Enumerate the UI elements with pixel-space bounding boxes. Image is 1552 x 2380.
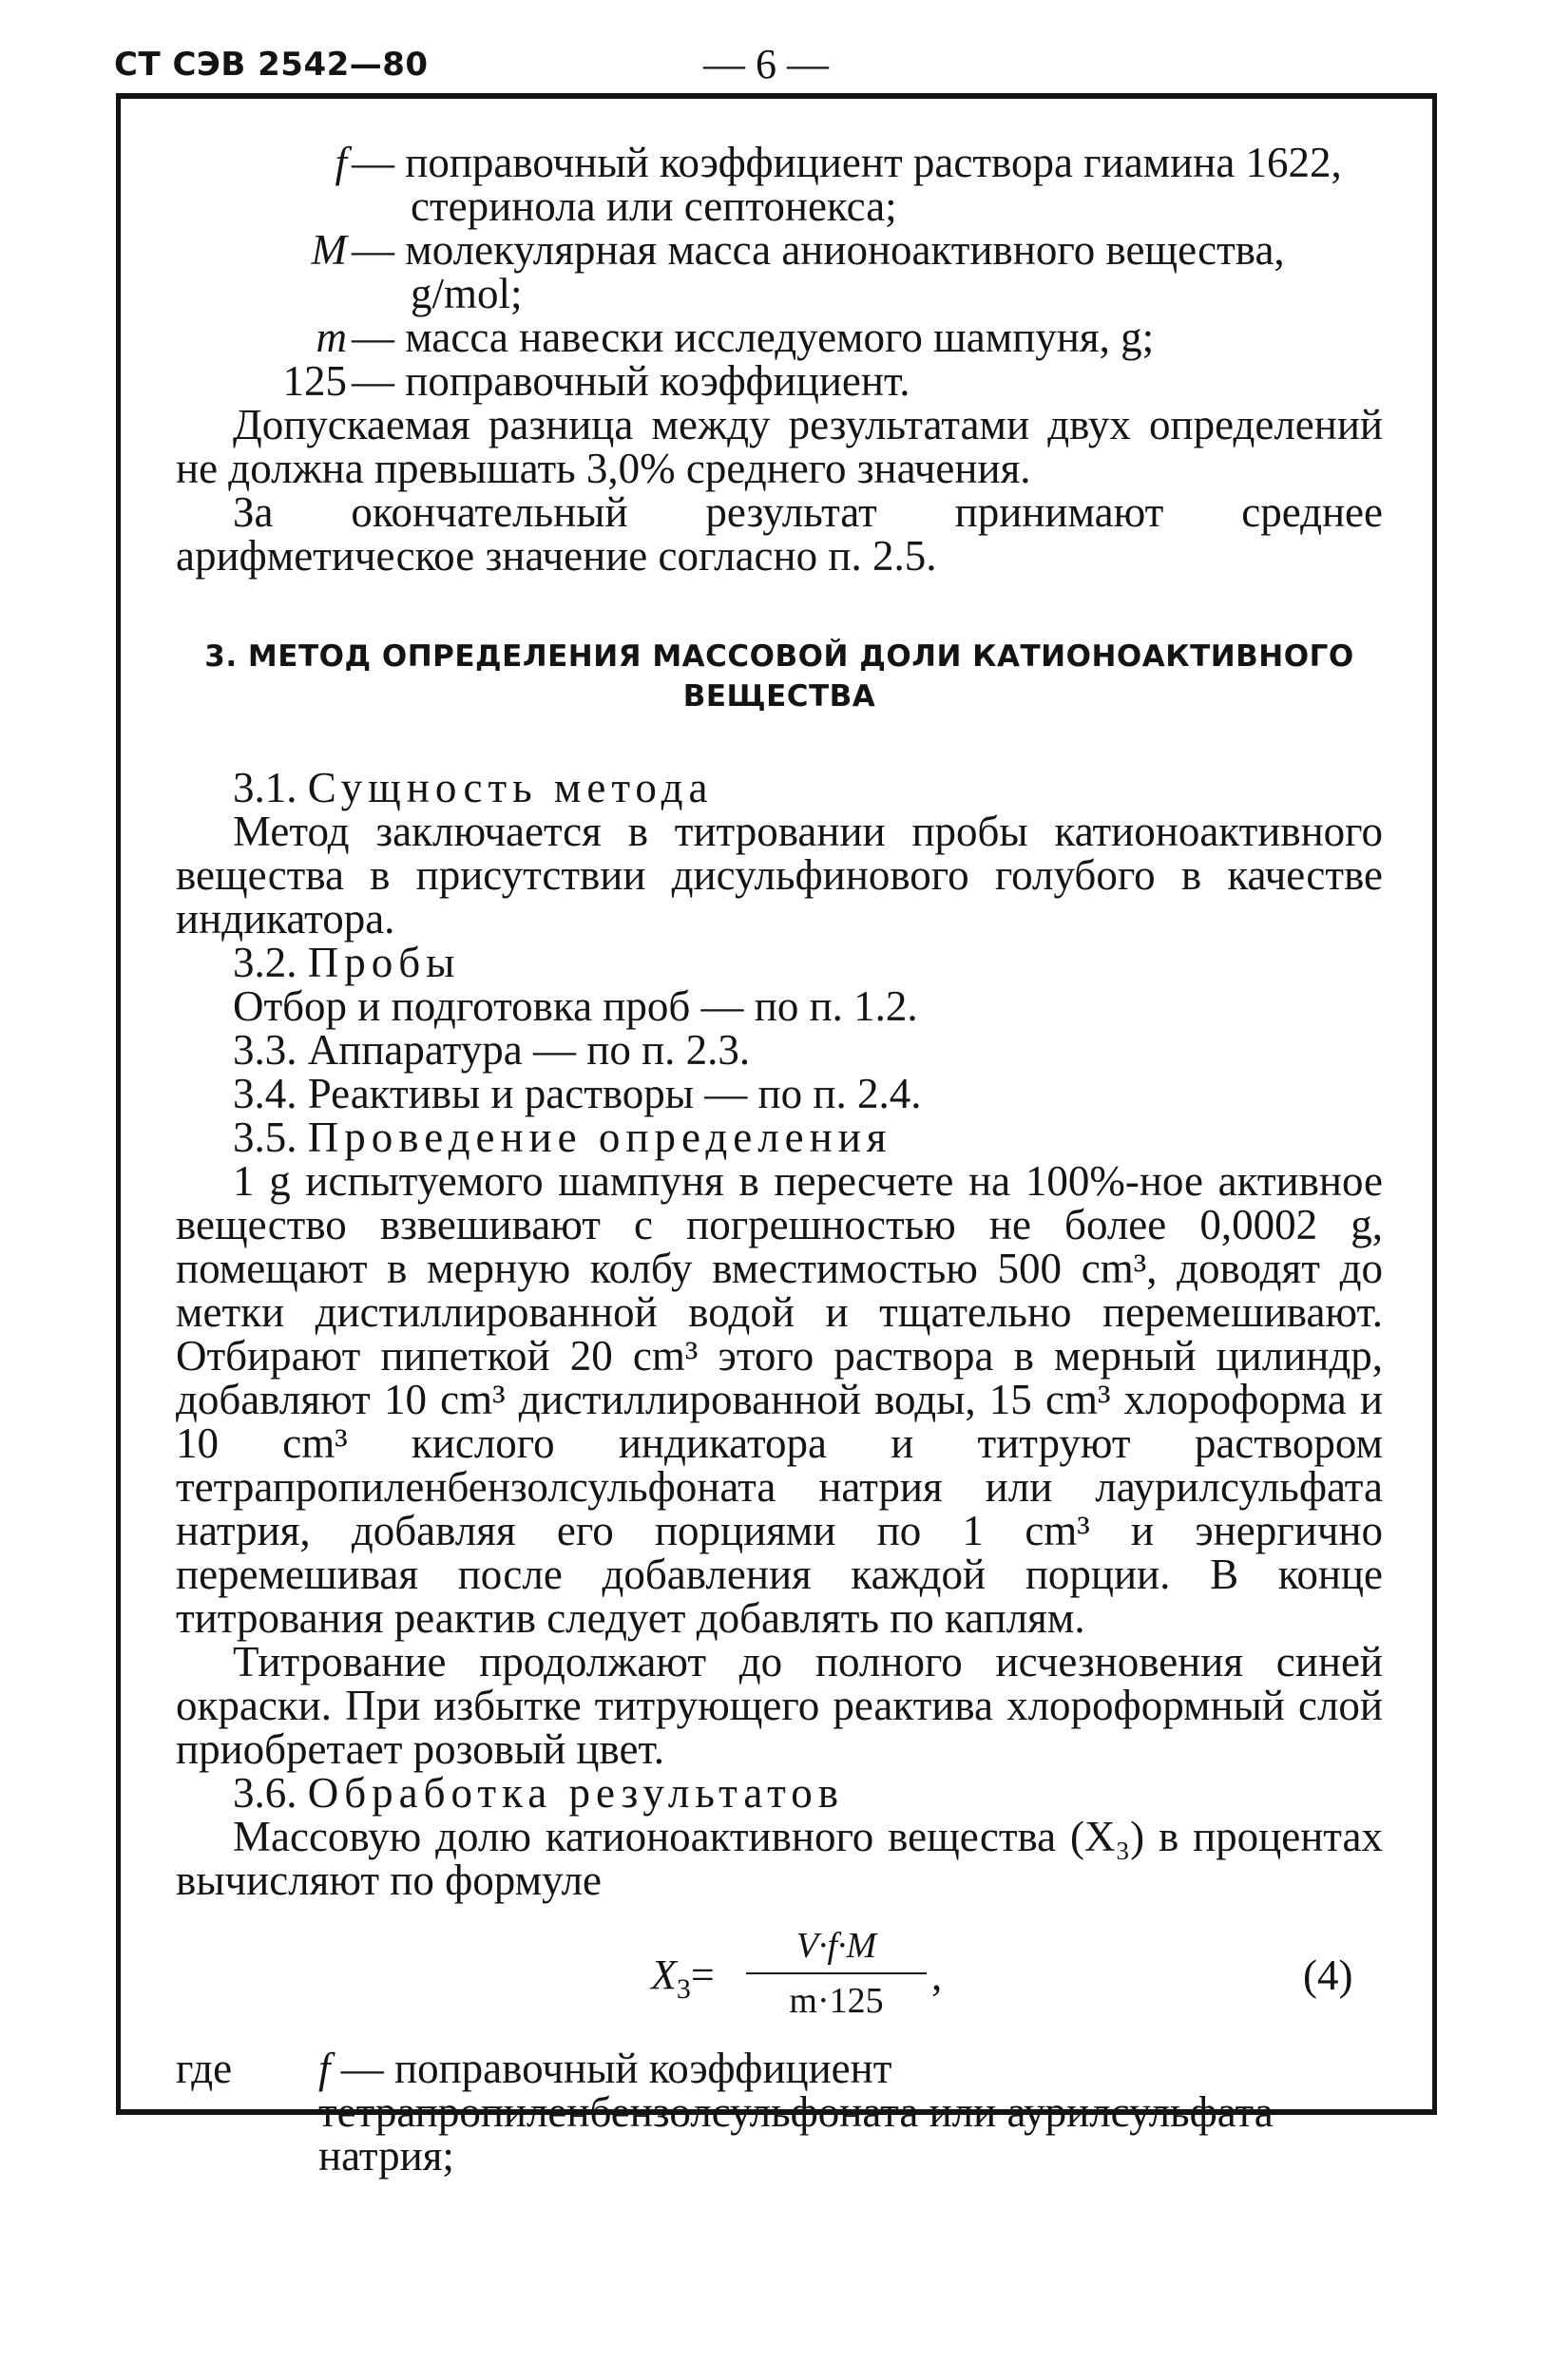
definition-text: — масса навески исследуемого шампуня, g; (352, 314, 1155, 361)
document-code: СТ СЭВ 2542—80 (114, 46, 429, 84)
subsection-heading-3-5: 3.5. Проведение определения (233, 1114, 892, 1161)
section-title: 3. МЕТОД ОПРЕДЕЛЕНИЯ МАССОВОЙ ДОЛИ КАТИОНОАКТИВНОГО ВЕЩЕСТВА (204, 639, 1354, 714)
definition-continuation: g/mol; (411, 270, 523, 317)
where-clause (176, 2047, 1383, 2178)
procedure-paragraph: 1 g испытуемого шампуня в пересчете на 100%-ное активное вещество взвешивают с погрешностью не более 0,0002 g, помещают в мерную колбу вместимостью 500 cm³, доводят до метки дистиллированной водой и тщательно перемешивают. Отбирают пипеткой 20 cm³ этого раствора в мерный цилиндр, добавляют 10 cm³ дистиллированной воды, 15 cm³ хлороформа и 10 cm³ кислого индикатора и титруют раствором тетрапропиленбензолсульфоната натрия или лаурилсульфата натрия, добавляя его порциями по 1 cm³ и энергично перемешивая после добавления каждой порции. В конце титрования реактив следует добавлять по каплям. (176, 1157, 1383, 1642)
definition-symbol: 125 (282, 357, 347, 405)
definition-continuation: стеринола или септонекса; (411, 182, 897, 230)
page-content (176, 141, 1383, 2178)
formula-4 (176, 1923, 1383, 2037)
titration-end-paragraph: Титрование продолжают до полного исчезновения синей окраски. При избытке титрующего реактива хлороформный слой приобретает розовый цвет. (176, 1638, 1383, 1773)
subsection-text-3-2: Отбор и подготовка проб — по п. 1.2. (233, 982, 918, 1030)
definition-text: — поправочный коэффициент раствора гиамина 1622, (352, 139, 1342, 186)
equation-number: (4) (1303, 1952, 1353, 1999)
definition-item (176, 359, 1383, 403)
definitions-list (176, 141, 1383, 403)
subsection-text-3-1: Метод заключается в титровании пробы катионоактивного вещества в присутствии дисульфинового голубого в качестве индикатора. (176, 808, 1383, 942)
page-header (114, 40, 1438, 97)
formula-comma: , (931, 1952, 943, 1999)
formula-lhs: $X_3=$ (651, 1952, 715, 2005)
formula-numerator: V·f·M (795, 1926, 877, 1966)
fraction-bar (746, 1972, 927, 1974)
subsection-3-4: 3.4. Реактивы и растворы — по п. 2.4. (233, 1070, 922, 1117)
tolerance-paragraph: Допускаемая разница между результатами двух определений не должна превышать 3,0% среднего значения. (176, 401, 1383, 492)
where-label: где (176, 2045, 233, 2092)
definition-symbol: M (311, 226, 347, 274)
definition-item (176, 141, 1383, 228)
definition-symbol: f (335, 139, 347, 186)
where-text: f — поправочный коэффициент тетрапропиленбензолсульфоната или аурилсульфата натрия; (318, 2045, 1274, 2180)
result-paragraph: За окончательный результат принимают среднее арифметическое значение согласно п. 2.5. (176, 488, 1383, 580)
subsection-heading-3-6: 3.6. Обработка результатов (233, 1769, 844, 1817)
definition-text: — поправочный коэффициент. (352, 357, 910, 405)
subsection-heading-3-1: 3.1. Сущность метода (233, 764, 714, 811)
subsection-heading-3-2: 3.2. Пробы (233, 939, 461, 986)
formula-fraction (746, 1923, 927, 2024)
definition-symbol: m (316, 314, 347, 361)
subsection-3-3: 3.3. Аппаратура — по п. 2.3. (233, 1026, 751, 1074)
definition-item (176, 315, 1383, 359)
definition-item (176, 228, 1383, 315)
formula-denominator: m·125 (789, 1981, 884, 2021)
page-number: — 6 — (703, 41, 829, 87)
calculation-intro: Массовую долю катионоактивного вещества (X₃) в процентах вычисляют по формуле (176, 1813, 1383, 1904)
definition-text: — молекулярная масса анионоактивного вещества, (352, 226, 1285, 274)
